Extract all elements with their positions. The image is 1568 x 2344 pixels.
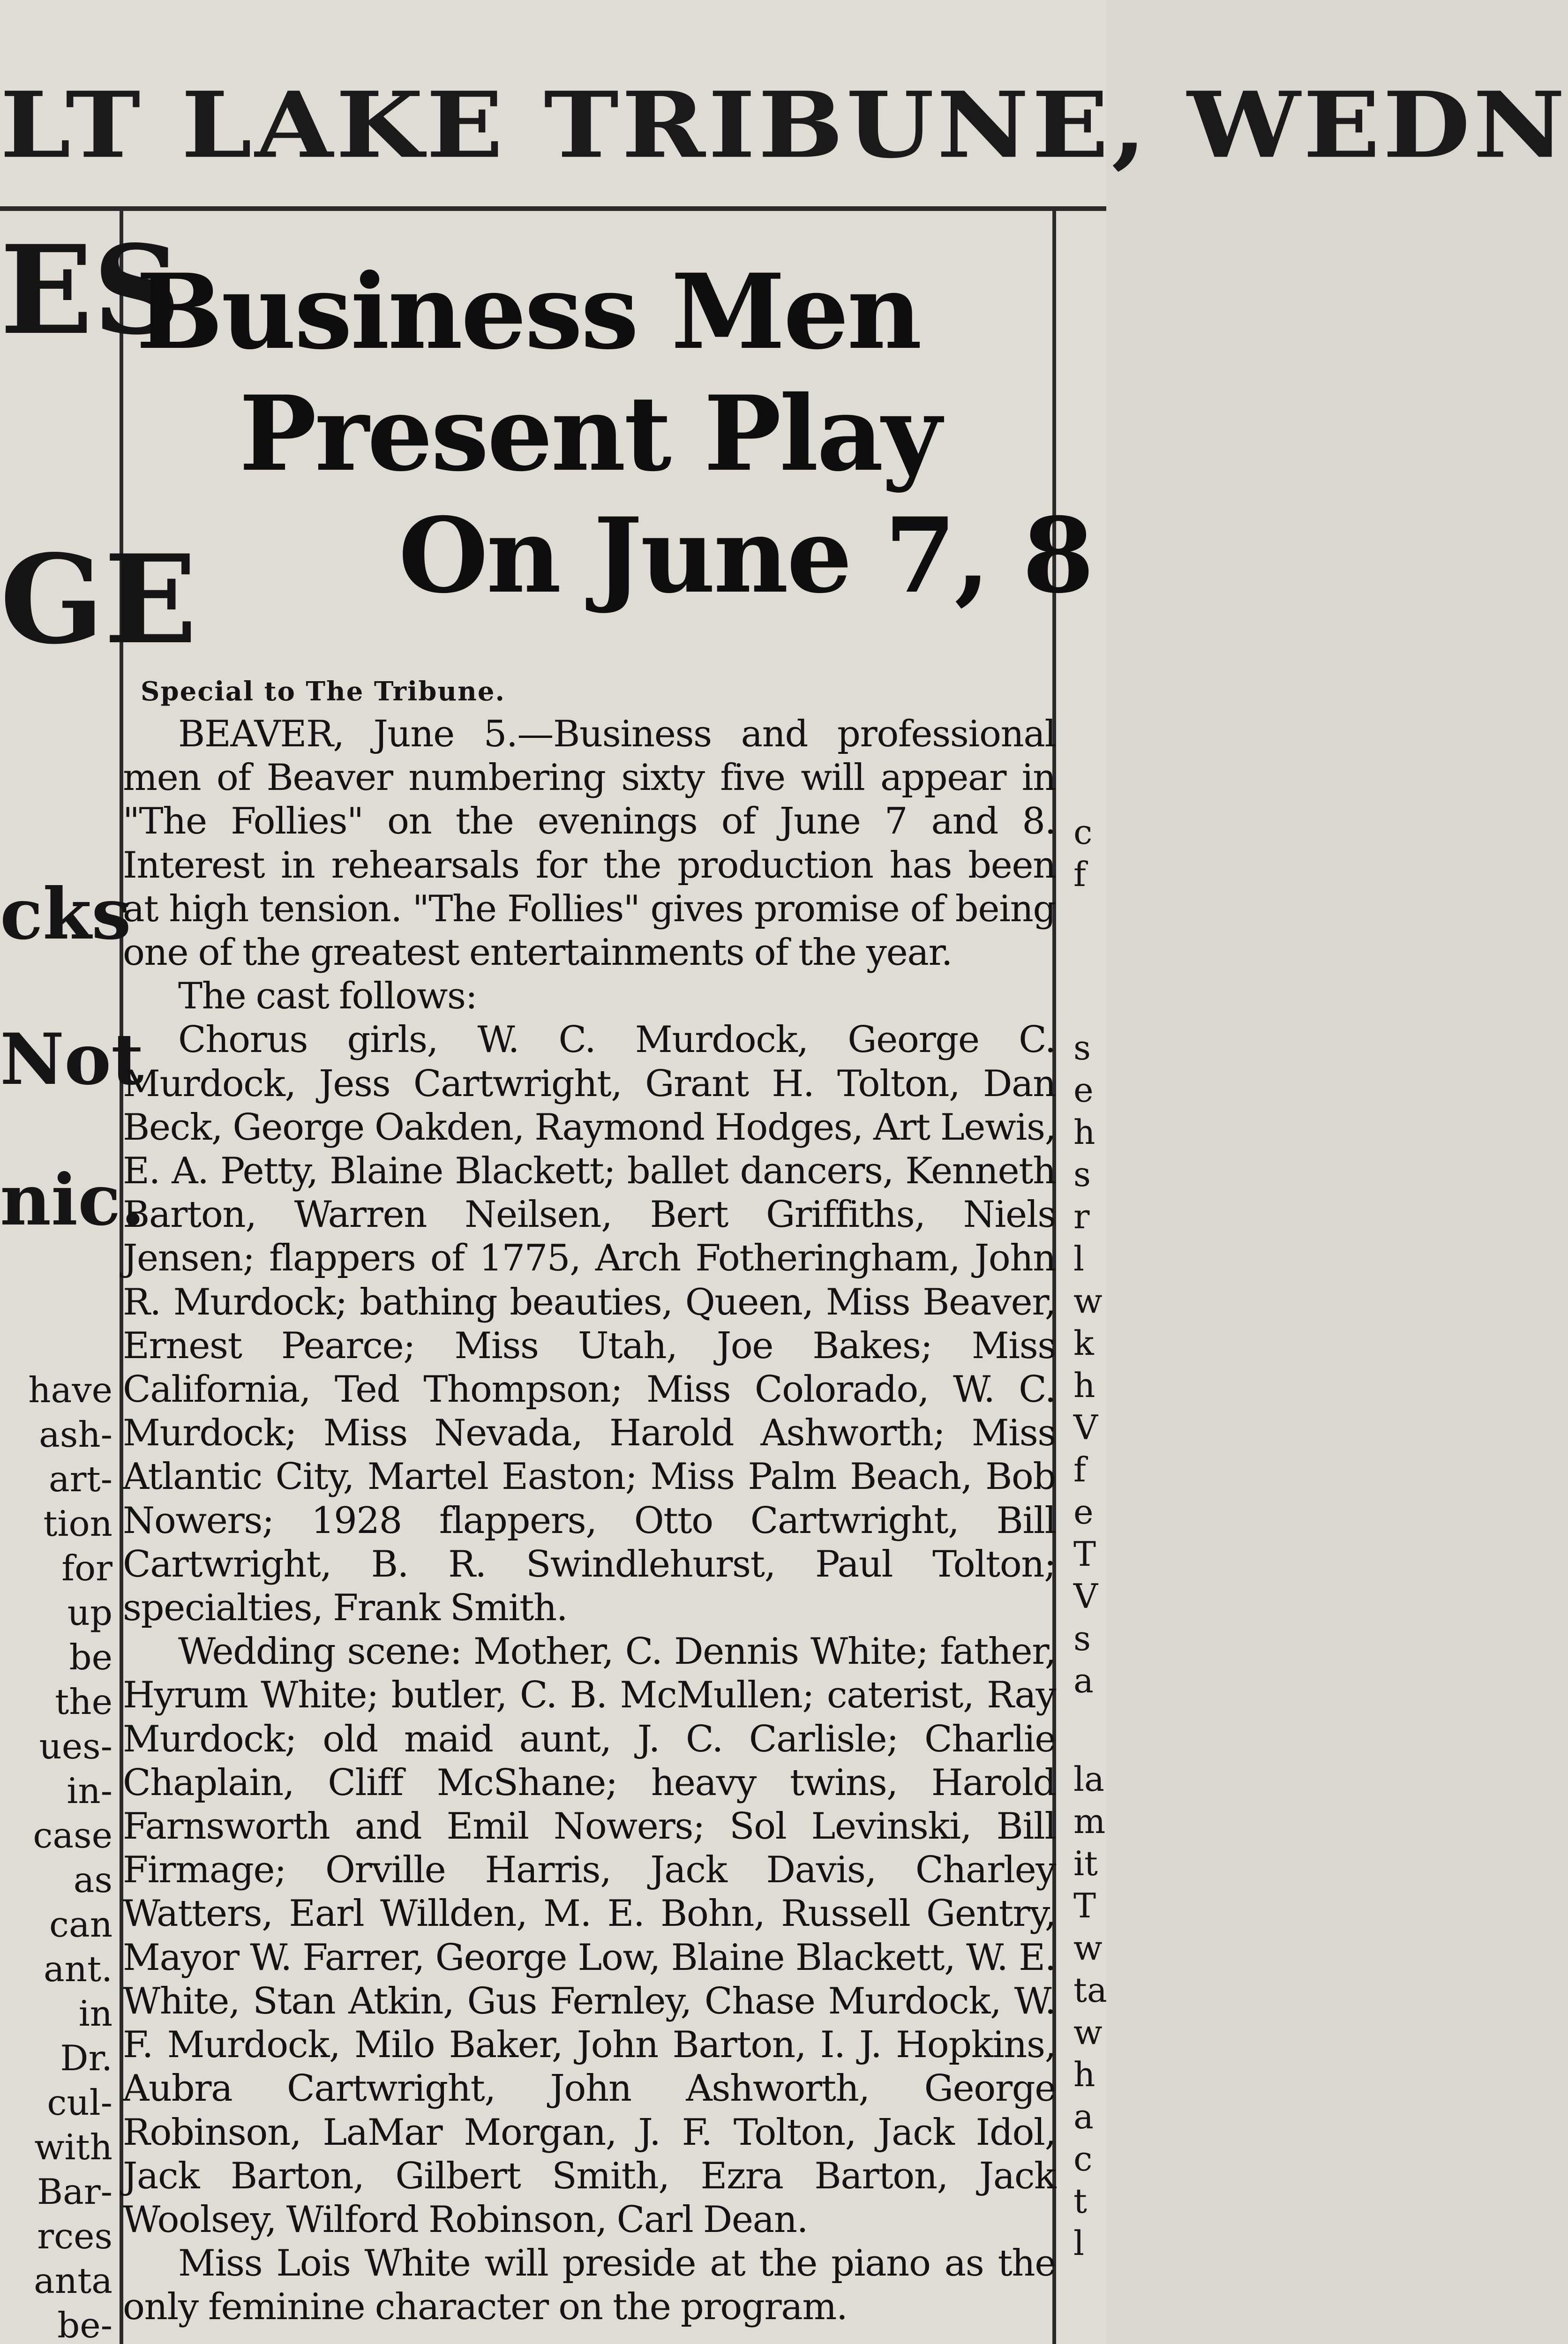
right-text-fragment: s — [1073, 1028, 1091, 1067]
left-text-fragment: ash- — [39, 1414, 113, 1455]
headline-line-1: Business Men — [136, 251, 921, 372]
left-text-fragment: in- — [67, 1770, 113, 1811]
right-text-fragment: f — [1073, 1450, 1086, 1489]
left-text-fragment: have — [28, 1369, 113, 1411]
right-text-fragment: ta — [1073, 1970, 1107, 2010]
right-text-fragment: h — [1073, 2055, 1095, 2094]
right-text-fragment: f — [1073, 855, 1086, 894]
left-headline-fragment: nic. — [0, 1159, 145, 1241]
headline-line-3: On June 7, 8 — [398, 495, 1093, 616]
right-text-fragment: h — [1073, 1112, 1095, 1152]
left-text-fragment: as — [73, 1859, 113, 1901]
right-text-fragment: it — [1073, 1844, 1098, 1883]
masthead-rule — [0, 206, 1106, 211]
left-headline-fragment: cks — [0, 873, 131, 955]
left-text-fragment: cul- — [47, 2082, 113, 2123]
right-text-fragment: e — [1073, 1070, 1094, 1110]
right-text-fragment: s — [1073, 1155, 1091, 1194]
right-text-fragment: t — [1073, 2181, 1087, 2221]
left-headline-fragment: Not — [0, 1018, 144, 1101]
left-text-fragment: be — [69, 1637, 113, 1678]
article-paragraph: Chorus girls, W. C. Murdock, George C. Murdock, Jess Cartwright, Grant H. Tolton, Dan Beck, George Oakden, Raymond Hodges, Art Lewis, E. A. Petty, Blaine Blackett; ballet dancers, Kenneth Barton, Warren Neilsen, Bert Griffiths, Niels Jensen; flappers of 1775, Arch Fotheringham, John R. Murdock; bathing beauties, Queen, Miss Beaver, Ernest Pearce; Miss Utah, Joe Bakes; Miss California, Ted Thompson; Miss Colorado, W. C. Murdock; Miss Nevada, Harold Ashworth; Miss Atlantic City, Martel Easton; Miss Palm Beach, Bob Nowers; 1928 flappers, Otto Cartwright, Bill Cartwright, B. R. Swindlehurst, Paul Tolton; specialties, Frank Smith. — [123, 1019, 1056, 1630]
right-text-fragment: k — [1073, 1323, 1094, 1363]
article-paragraph: BEAVER, June 5.—Business and professional men of Beaver numbering sixty five will appear in "The Follies" on the evenings of June 7 and 8. Interest in rehearsals for the production has been at high tension. "The Follies" gives promise of being one of the greatest entertainments of the year. — [123, 713, 1056, 974]
article-paragraph: Miss Lois White will preside at the piano as the only feminine character on the program. — [123, 2242, 1056, 2329]
left-text-fragment: rces — [37, 2216, 113, 2257]
article-paragraph: The cast follows: — [178, 975, 477, 1018]
article-dateline: Special to The Tribune. — [141, 676, 505, 707]
right-text-fragment: e — [1073, 1492, 1094, 1532]
right-text-fragment: s — [1073, 1619, 1091, 1658]
right-text-fragment: T — [1073, 1886, 1096, 1925]
right-text-fragment: m — [1073, 1802, 1106, 1841]
left-text-fragment: ues- — [39, 1726, 113, 1767]
right-text-fragment: c — [1073, 2139, 1093, 2179]
left-headline-fragment: ES — [0, 219, 181, 362]
right-text-fragment: w — [1073, 2013, 1103, 2052]
right-text-fragment: c — [1073, 812, 1093, 852]
left-text-fragment: the — [55, 1681, 113, 1722]
right-text-fragment: la — [1073, 1759, 1104, 1799]
right-text-fragment: V — [1073, 1577, 1098, 1616]
left-text-fragment: art- — [48, 1458, 113, 1500]
right-text-fragment: V — [1073, 1408, 1098, 1447]
left-text-fragment: tion — [43, 1503, 113, 1544]
left-text-fragment: up — [67, 1592, 113, 1633]
left-text-fragment: anta — [34, 2260, 113, 2301]
left-text-fragment: be- — [57, 2305, 113, 2344]
left-text-fragment: case — [33, 1815, 113, 1856]
left-text-fragment: can — [49, 1904, 113, 1945]
right-text-fragment: w — [1073, 1281, 1103, 1321]
headline-line-2: Present Play — [239, 373, 940, 494]
right-text-fragment: w — [1073, 1928, 1103, 1968]
left-text-fragment: for — [61, 1548, 113, 1589]
right-text-fragment: T — [1073, 1534, 1096, 1574]
right-text-fragment: h — [1073, 1366, 1095, 1405]
left-headline-fragment: GE — [0, 528, 197, 671]
right-text-fragment: r — [1073, 1197, 1090, 1236]
article-body — [123, 713, 1056, 2329]
left-text-fragment: Dr. — [60, 2037, 113, 2079]
newspaper-masthead: LT LAKE TRIBUNE, WEDN — [0, 71, 1568, 179]
left-text-fragment: with — [34, 2126, 113, 2168]
left-text-fragment: in — [78, 1993, 113, 2034]
right-text-fragment: l — [1073, 1239, 1085, 1278]
right-text-fragment: l — [1073, 2224, 1085, 2263]
article-paragraph: Wedding scene: Mother, C. Dennis White; father, Hyrum White; butler, C. B. McMullen; caterist, Ray Murdock; old maid aunt, J. C. Carlisle; Charlie Chaplain, Cliff McShane; heavy twins, Harold Farnsworth and Emil Nowers; Sol Levinski, Bill Firmage; Orville Harris, Jack Davis, Charley Watters, Earl Willden, M. E. Bohn, Russell Gentry, Mayor W. Farrer, George Low, Blaine Blackett, W. E. White, Stan Atkin, Gus Fernley, Chase Murdock, W. F. Murdock, Milo Baker, John Barton, I. J. Hopkins, Aubra Cartwright, John Ashworth, George Robinson, LaMar Morgan, J. F. Tolton, Jack Idol, Jack Barton, Gilbert Smith, Ezra Barton, Jack Woolsey, Wilford Robinson, Carl Dean. — [123, 1630, 1056, 2241]
right-text-fragment: a — [1073, 2097, 1094, 2136]
right-text-fragment: a — [1073, 1661, 1094, 1700]
left-text-fragment: ant. — [44, 1948, 113, 1990]
left-text-fragment: Bar- — [37, 2171, 113, 2212]
